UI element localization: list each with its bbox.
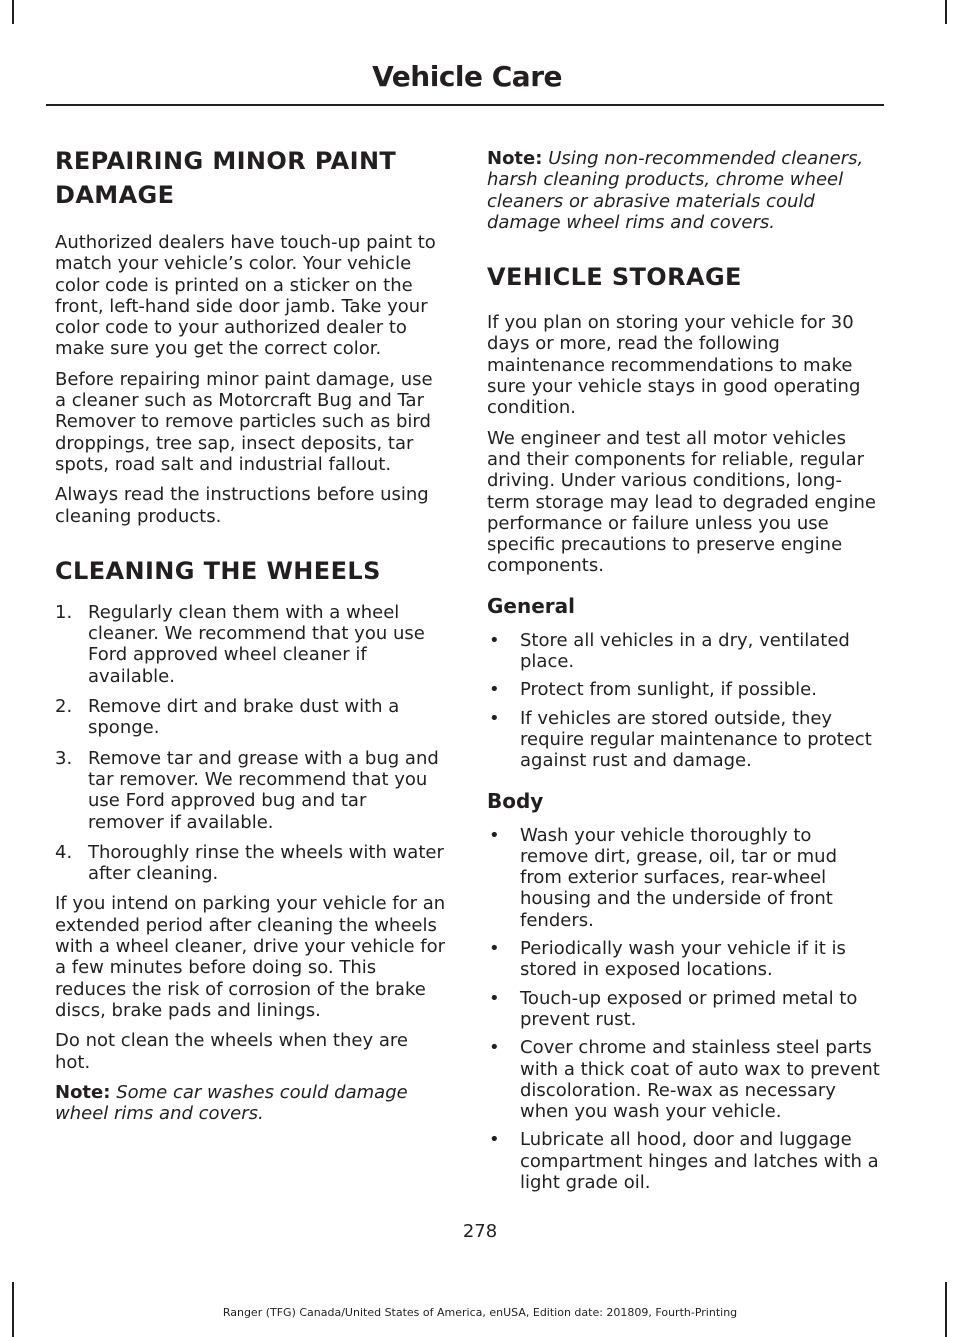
- note-label: Note:: [487, 148, 543, 169]
- paragraph: Always read the instructions before using cleaning products.: [55, 484, 429, 527]
- paragraph: If you plan on storing your vehicle for 30 days or more, read the following maintenance recommendations to make sure your vehicle stays in good operating condition.: [487, 312, 861, 419]
- bullet: •: [489, 679, 500, 701]
- step-number: 4.: [55, 841, 73, 863]
- crop-mark-top-left: [12, 0, 14, 24]
- bullet: •: [489, 987, 500, 1009]
- note-label: Note:: [55, 1081, 111, 1103]
- paragraph: Authorized dealers have touch-up paint to match your vehicle’s color. Your vehicle color code is printed on a sticker on the front, left-hand side door jamb. Take your color code to your authorized dealer to make sure you get the correct color.: [55, 232, 436, 360]
- paragraph: Do not clean the wheels when they are hot.: [55, 1030, 408, 1073]
- subsection-title-general: General: [487, 593, 575, 618]
- footer-edition-info: Ranger (TFG) Canada/United States of America, enUSA, Edition date: 201809, Fourth-Printing: [222, 1306, 738, 1319]
- list-item-text: Periodically wash your vehicle if it is stored in exposed locations.: [520, 938, 846, 981]
- note: [55, 1082, 447, 1125]
- right-column: [487, 148, 881, 1193]
- section-title-repairing-paint: [55, 146, 447, 211]
- paragraph: Before repairing minor paint damage, use a cleaner such as Motorcraft Bug and Tar Remover to remove particles such as bird droppings, tree sap, insect deposits, tar spots, road salt and industrial fallout.: [55, 368, 433, 475]
- list-item: [487, 988, 881, 1031]
- section-title-cleaning-wheels: CLEANING THE WHEELS: [55, 556, 381, 585]
- paragraph: If you intend on parking your vehicle for an extended period after cleaning the wheels with a wheel cleaner, drive your vehicle for a few minutes before doing so. This reduces the risk of corrosion of the brake discs, brake pads and linings.: [55, 893, 446, 1021]
- list-item-text: Protect from sunlight, if possible.: [520, 679, 817, 701]
- bullet: •: [489, 629, 500, 651]
- list-item: [487, 938, 881, 981]
- list-item-text: If vehicles are stored outside, they require regular maintenance to protect against rust and damage.: [520, 707, 872, 772]
- left-column: [55, 146, 447, 1124]
- page-number: 278: [462, 1221, 498, 1242]
- bullet: •: [489, 1129, 500, 1151]
- body-list: [487, 825, 881, 1194]
- bullet: •: [489, 824, 500, 846]
- header-rule: [46, 104, 884, 106]
- bullet: •: [489, 1037, 500, 1059]
- paragraph: We engineer and test all motor vehicles and their components for reliable, regular driving. Under various conditions, long-term storage may lead to degraded engine performance or failure unless you use specific precautions to preserve engine components.: [487, 427, 876, 577]
- list-item: [55, 696, 447, 739]
- step-text: Remove dirt and brake dust with a sponge.: [88, 696, 400, 739]
- step-text: Thoroughly rinse the wheels with water after cleaning.: [88, 841, 444, 885]
- list-item: [487, 630, 881, 673]
- step-text: Regularly clean them with a wheel cleaner. We recommend that you use Ford approved wheel cleaner if available.: [88, 601, 425, 687]
- list-item-text: Store all vehicles in a dry, ventilated place.: [520, 629, 850, 673]
- list-item: [55, 842, 447, 885]
- crop-mark-top-right: [945, 0, 947, 24]
- note: [487, 148, 881, 233]
- list-item: [55, 748, 447, 833]
- wheel-cleaning-steps: [55, 602, 447, 885]
- page-header-title: Vehicle Care: [372, 60, 562, 93]
- list-item-text: Touch-up exposed or primed metal to prevent rust.: [520, 987, 858, 1030]
- step-number: 3.: [55, 747, 73, 769]
- list-item-text: Wash your vehicle thoroughly to remove dirt, grease, oil, tar or mud from exterior surfaces, rear-wheel housing and the underside of front fenders.: [520, 824, 838, 931]
- list-item: [487, 679, 881, 700]
- note-text: Using non-recommended cleaners, harsh cleaning products, chrome wheel cleaners or abrasive materials could damage wheel rims and covers.: [487, 148, 864, 233]
- list-item: [487, 1037, 881, 1122]
- section-title-vehicle-storage: VEHICLE STORAGE: [487, 263, 742, 292]
- list-item-text: Lubricate all hood, door and luggage compartment hinges and latches with a light grade oil.: [520, 1129, 879, 1193]
- list-item: [487, 708, 881, 772]
- section-title-line: REPAIRING MINOR PAINT: [55, 147, 397, 175]
- bullet: •: [489, 938, 500, 960]
- list-item: [487, 1129, 881, 1193]
- list-item: [55, 602, 447, 687]
- step-text: Remove tar and grease with a bug and tar remover. We recommend that you use Ford approved bug and tar remover if available.: [88, 747, 439, 833]
- note-text: Some car washes could damage wheel rims and covers.: [55, 1081, 408, 1125]
- subsection-title-body: Body: [487, 788, 544, 813]
- list-item-text: Cover chrome and stainless steel parts with a thick coat of auto wax to prevent discoloration. Re-wax as necessary when you wash your vehicle.: [520, 1037, 880, 1123]
- section-title-line: DAMAGE: [55, 181, 175, 209]
- bullet: •: [489, 707, 500, 729]
- list-item: [487, 825, 881, 931]
- step-number: 1.: [55, 601, 73, 623]
- step-number: 2.: [55, 696, 73, 718]
- general-list: [487, 630, 881, 772]
